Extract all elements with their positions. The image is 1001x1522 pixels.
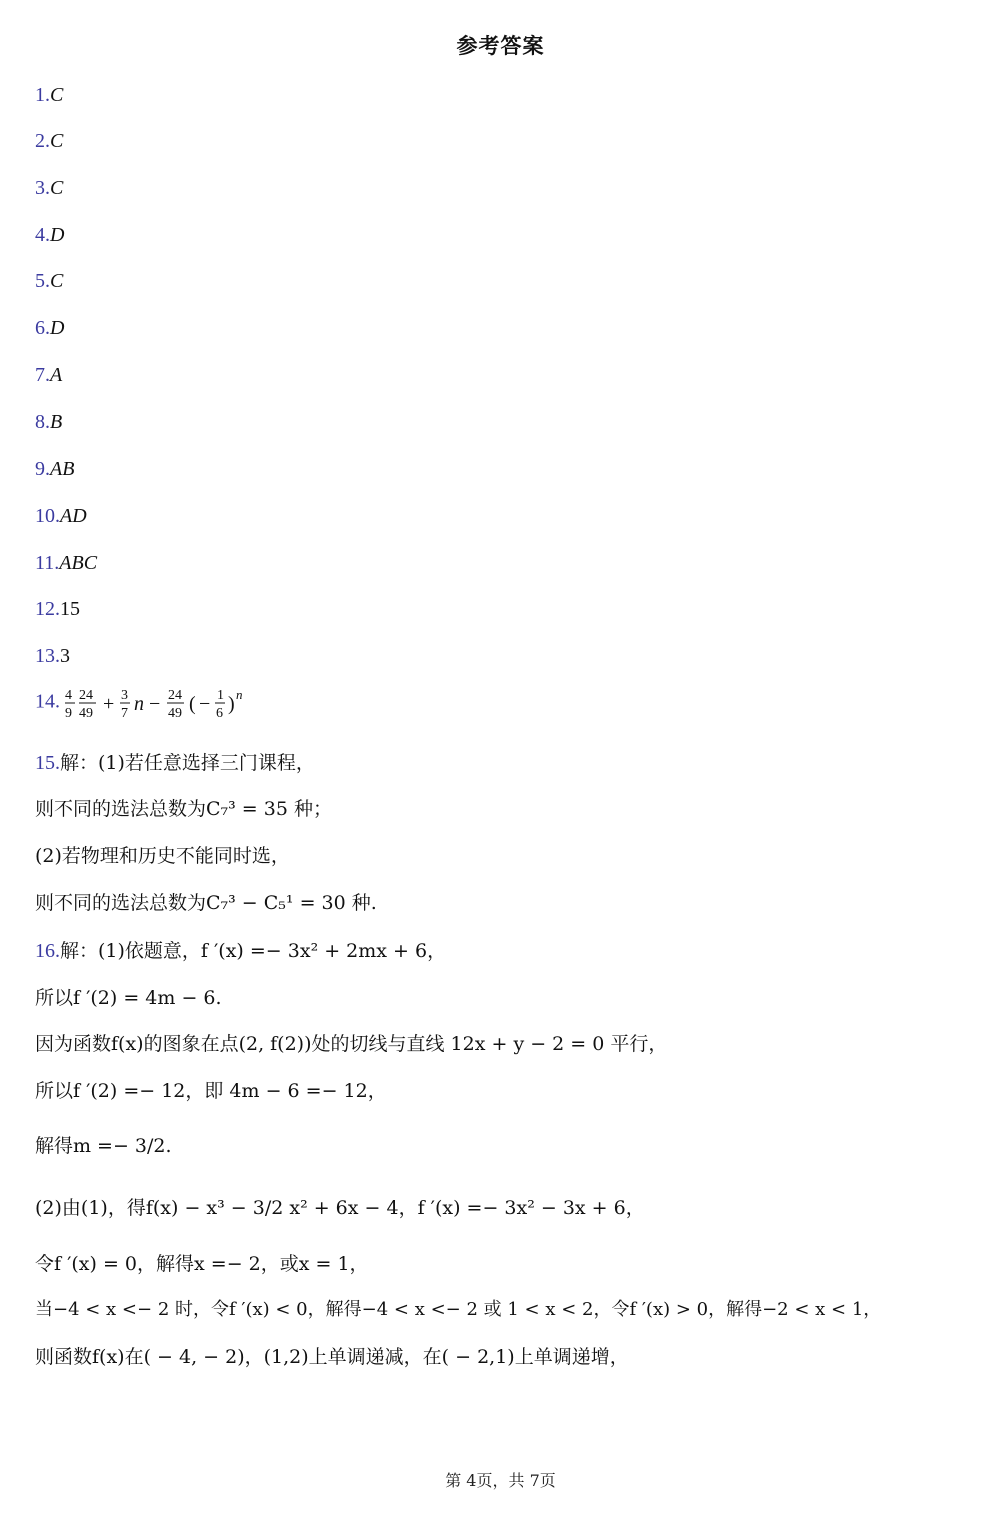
answer-item: [35, 222, 64, 247]
svg-text:24: 24: [168, 688, 182, 703]
svg-text:9: 9: [65, 706, 72, 721]
page-footer: 第 4页，共 7页: [445, 1471, 556, 1490]
solution-16-line-1: [35, 938, 446, 964]
svg-text:49: 49: [79, 706, 93, 721]
answer-number: 12.: [35, 598, 60, 620]
answer-item: [35, 550, 97, 575]
answer-item: [35, 175, 63, 200]
svg-text:−: −: [149, 693, 161, 715]
solution-15-line-3: (2)若物理和历史不能同时选，: [35, 845, 290, 867]
solution-15-line-2: 则不同的选法总数为C₇³ = 35 种；: [35, 798, 332, 820]
svg-text:n: n: [134, 693, 144, 715]
answer-number: 9.: [35, 458, 50, 480]
answer-number: 2.: [35, 130, 50, 152]
solution-16-line-9: 则函数f(x)在( − 4, − 2)，(1,2)上单调递减，在( − 2,1)上单调递增，: [35, 1346, 629, 1368]
solution-number: 15.: [35, 752, 60, 774]
answer-value: C: [50, 84, 64, 106]
answer-item: [35, 268, 63, 293]
answer-number: 3.: [35, 177, 50, 199]
svg-text:+: +: [103, 693, 115, 715]
solution-16-line-2: 所以f ′(2) = 4m − 6.: [35, 987, 222, 1009]
svg-text:7: 7: [121, 706, 128, 721]
answer-item: [35, 643, 70, 668]
svg-text:4: 4: [65, 688, 72, 703]
answer-item: [35, 456, 74, 481]
answer-value: D: [50, 224, 65, 246]
solution-15-line-1: [35, 750, 315, 776]
solution-number: 16.: [35, 940, 60, 962]
solution-text: 解：(1)依题意，f ′(x) =− 3x² + 2mx + 6，: [60, 940, 447, 962]
svg-text:6: 6: [216, 706, 223, 721]
svg-text:n: n: [236, 687, 243, 702]
answer-item: [35, 503, 87, 528]
answer-value: C: [50, 177, 64, 199]
answer-number: 8.: [35, 411, 50, 433]
svg-text:−: −: [199, 693, 211, 715]
answer-value: D: [50, 317, 65, 339]
answer-value: B: [50, 411, 63, 433]
answer-item: [35, 687, 243, 728]
svg-text:3: 3: [121, 688, 128, 703]
svg-text:(: (: [189, 693, 196, 715]
answer-number: 5.: [35, 270, 50, 292]
solution-15-line-4: 则不同的选法总数为C₇³ − C₅¹ = 30 种.: [35, 892, 377, 914]
answer-item: [35, 128, 63, 153]
svg-text:): ): [228, 693, 235, 715]
answer-number: 7.: [35, 364, 50, 386]
formula-14: [65, 682, 305, 726]
answer-number: 11.: [35, 552, 60, 574]
solution-16-line-6: (2)由(1)，得f(x) − x³ − 3/2 x² + 6x − 4，f ′(x) =− 3x² − 3x + 6，: [35, 1197, 645, 1219]
answer-value: C: [50, 130, 64, 152]
svg-text:1: 1: [217, 688, 224, 703]
solution-16-line-8: 当−4 < x <− 2 时，令f ′(x) < 0，解得−4 < x <− 2 或 1 < x < 2，令f ′(x) > 0，解得−2 < x < 1，: [35, 1299, 882, 1320]
answer-number: 1.: [35, 84, 50, 106]
answer-value: 15: [60, 598, 80, 620]
answer-number: 13.: [35, 645, 60, 667]
answer-item: [35, 315, 64, 340]
answer-value: ABC: [59, 552, 98, 574]
answer-item: [35, 409, 62, 434]
answer-number: 4.: [35, 224, 50, 246]
solution-16-line-7: 令f ′(x) = 0，解得x =− 2，或x = 1，: [35, 1253, 369, 1275]
answer-value: C: [50, 270, 64, 292]
answer-number: 10.: [35, 505, 60, 527]
answer-value: AB: [50, 458, 75, 480]
solution-16-line-3: 因为函数f(x)的图象在点(2, f(2))处的切线与直线 12x + y − 2 = 0 平行，: [35, 1033, 668, 1055]
solution-16-line-4: 所以f ′(2) =− 12，即 4m − 6 =− 12，: [35, 1080, 387, 1102]
answer-number: 6.: [35, 317, 50, 339]
svg-text:24: 24: [79, 688, 93, 703]
answer-item: [35, 362, 62, 387]
page-title: 参考答案: [456, 33, 545, 58]
answer-value: 3: [60, 645, 70, 667]
solution-text: 解：(1)若任意选择三门课程，: [60, 752, 315, 774]
answer-item: [35, 82, 63, 107]
answer-number: 14.: [35, 690, 60, 713]
answer-value: AD: [60, 505, 87, 527]
answer-value: A: [50, 364, 63, 386]
solution-16-line-5: 解得m =− 3/2.: [35, 1135, 172, 1157]
answer-item: [35, 596, 80, 621]
svg-text:49: 49: [168, 706, 182, 721]
